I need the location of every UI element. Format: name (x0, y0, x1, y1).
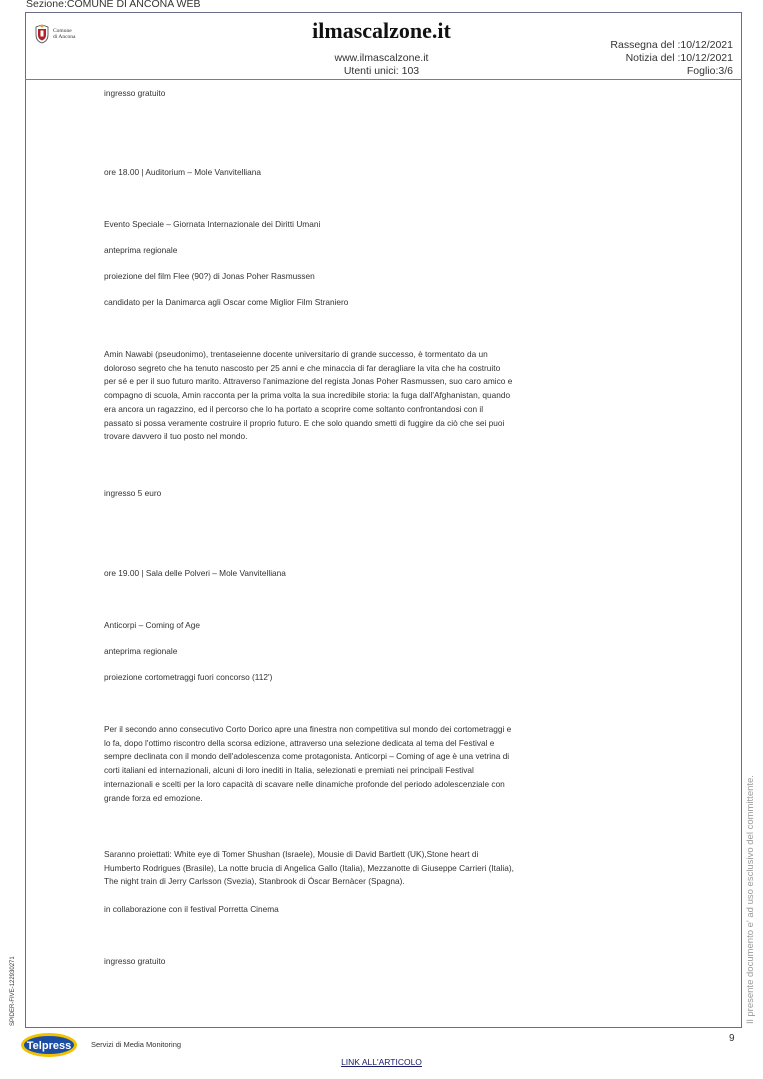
spider-id: SPIDER-FIVE-122930271 (10, 956, 16, 1026)
section-label: Sezione:COMUNE DI ANCONA WEB (26, 0, 201, 10)
paragraph: anteprima regionale (104, 646, 178, 656)
site-url: www.ilmascalzone.it (334, 52, 429, 64)
paragraph: ingresso gratuito (104, 956, 166, 966)
paragraph: anteprima regionale (104, 245, 178, 255)
foglio: Foglio:3/6 (686, 65, 733, 77)
press-meta (610, 39, 733, 78)
page-number: 9 (729, 1033, 735, 1044)
paragraph: Amin Nawabi (pseudonimo), trentaseienne docente universitario di grande successo, è tormentato da un doloroso segreto che ha tenuto nascosto per 25 anni e che minaccia di far deragliare la vita che ha costruito per sé e per il suo futuro marito. Attraverso l'animazione del regista Jonas Poher Rasmussen, suo caro amico e compagno di scuola, Amin racconta per la prima volta la sua incredibile storia: la fuga dall'Afghanistan, quando era ancora un ragazzino, ed il percorso che lo ha portato a scoprire come soltanto confrontandosi con il passato si possa veramente costruire il proprio futuro. E che solo quando smetti di fuggire da ciò che sei puoi trovare davvero il tuo posto nel mondo. (104, 349, 513, 442)
paragraph: Per il secondo anno consecutivo Corto Dorico apre una finestra non competitiva sul mondo dei cortometraggi e lo fa, dopo l'ottimo riscontro della scorsa edizione, attraverso una selezione dedicata al tema del Festival e sempre declinata con il mondo dell'adolescenza come protagonista. Anticorpi – Coming of age è una vetrina di corti italiani ed internazionali, alcuni di loro inediti in Italia, selezionati e premiati nei principali Festival internazionali e scelti per la loro capacità di scavare nelle dinamiche profonde del periodo adolescenziale con grande forza ed emozione. (104, 724, 512, 803)
article-link[interactable]: LINK ALL'ARTICOLO (341, 1057, 422, 1067)
paragraph: Saranno proiettati: White eye di Tomer Shushan (Israele), Mousie di David Bartlett (UK),Stone heart di Humberto Rodrigues (Brasile), La notte brucia di Angelica Gallo (Italia), Mezzanotte di Giuseppe Carrieri (Italia), The night train di Jerry Carlsson (Svezia), Stanbrook di Óscar Bernàcer (Spagna). (104, 849, 514, 887)
site-title: ilmascalzone.it (312, 18, 451, 43)
logo-line-1: Comune (53, 28, 72, 34)
paragraph: Evento Speciale – Giornata Internazionale dei Diritti Umani (104, 219, 321, 229)
paragraph: in collaborazione con il festival Porretta Cinema (104, 904, 279, 914)
logo-line-2: di Ancona (53, 34, 76, 40)
paragraph: proiezione cortometraggi fuori concorso (112') (104, 672, 273, 682)
media-monitoring-label: Servizi di Media Monitoring (91, 1040, 182, 1049)
side-disclaimer: Il presente documento e' ad uso esclusivo del committente. (745, 775, 756, 1024)
paragraph: ingresso gratuito (104, 88, 166, 98)
paragraph: proiezione del film Flee (90?) di Jonas Poher Rasmussen (104, 271, 315, 281)
notizia-date: Notizia del :10/12/2021 (625, 52, 733, 64)
rassegna-date: Rassegna del :10/12/2021 (610, 39, 733, 51)
paragraph: Anticorpi – Coming of Age (104, 620, 200, 630)
header-divider (25, 79, 742, 80)
paragraph: candidato per la Danimarca agli Oscar come Miglior Film Straniero (104, 297, 349, 307)
paragraph: ore 18.00 | Auditorium – Mole Vanvitelliana (104, 167, 261, 177)
telpress-logo (20, 1032, 78, 1058)
unique-users: Utenti unici: 103 (343, 65, 420, 77)
paragraph: ingresso 5 euro (104, 488, 162, 498)
telpress-logo-text: Telpress (26, 1040, 72, 1052)
paragraph: ore 19.00 | Sala delle Polveri – Mole Vanvitelliana (104, 568, 286, 578)
